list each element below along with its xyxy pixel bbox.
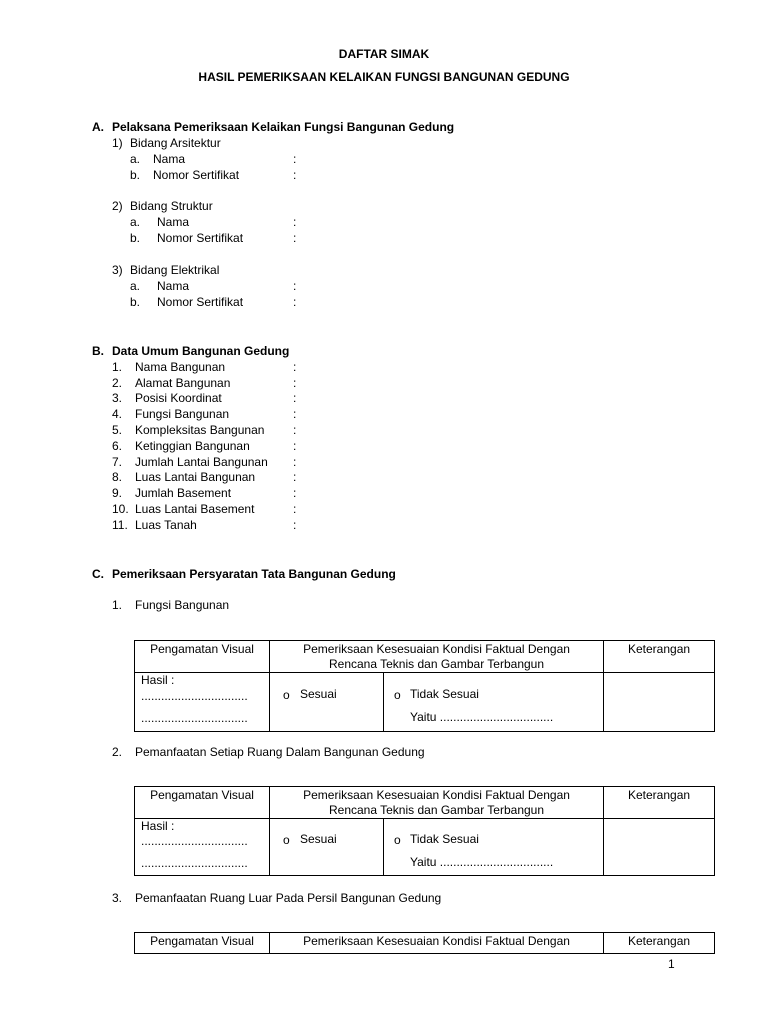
radio-bullet-icon[interactable]: o [283, 833, 290, 847]
data-item-colon: : [293, 486, 297, 500]
data-item-number: 4. [112, 407, 123, 421]
data-item-number: 8. [112, 470, 123, 484]
sesuai-label: Sesuai [300, 832, 337, 846]
sesuai-cell[interactable] [270, 819, 384, 876]
item-label: Nomor Sertifikat [157, 231, 244, 245]
data-item-label: Ketinggian Bangunan [135, 439, 250, 453]
data-item-number: 6. [112, 439, 123, 453]
subsection-number: 3. [112, 891, 123, 905]
data-item-label: Nama Bangunan [135, 360, 226, 374]
dotted-line: ................................ [141, 711, 248, 725]
data-item-colon: : [293, 470, 297, 484]
section-c-heading: Pemeriksaan Persyaratan Tata Bangunan Gedung [112, 567, 396, 581]
sesuai-cell[interactable] [270, 673, 384, 732]
col-header-visual: Pengamatan Visual [135, 641, 270, 673]
group-label: Bidang Arsitektur [130, 136, 221, 150]
item-letter: b. [130, 168, 141, 182]
subsection-title: Pemanfaatan Ruang Luar Pada Persil Bangunan Gedung [135, 891, 442, 905]
data-item-colon: : [293, 376, 297, 390]
item-label: Nomor Sertifikat [153, 168, 240, 182]
col-header-visual: Pengamatan Visual [135, 933, 270, 954]
group-number: 2) [112, 199, 123, 213]
hasil-label: Hasil : [141, 819, 175, 833]
notes-cell[interactable] [604, 673, 715, 732]
subsection-title: Pemanfaatan Setiap Ruang Dalam Bangunan Gedung [135, 745, 425, 759]
item-letter: a. [130, 215, 141, 229]
section-a-marker: A. [92, 120, 104, 134]
subsection-title: Fungsi Bangunan [135, 598, 230, 612]
item-colon: : [293, 168, 297, 182]
subsection-number: 1. [112, 598, 123, 612]
data-item-label: Luas Lantai Bangunan [135, 470, 256, 484]
data-item-colon: : [293, 360, 297, 374]
section-c-marker: C. [92, 567, 104, 581]
visual-result-cell[interactable] [135, 673, 270, 732]
data-item-colon: : [293, 439, 297, 453]
data-item-number: 2. [112, 376, 123, 390]
item-colon: : [293, 215, 297, 229]
item-letter: a. [130, 152, 141, 166]
item-colon: : [293, 279, 297, 293]
col-header-notes: Keterangan [604, 641, 715, 673]
data-item-colon: : [293, 455, 297, 469]
data-item-colon: : [293, 502, 297, 516]
yaitu-field: Yaitu .................................. [410, 855, 554, 869]
radio-bullet-icon[interactable]: o [283, 688, 290, 702]
radio-bullet-icon[interactable]: o [394, 833, 401, 847]
yaitu-field: Yaitu .................................. [410, 710, 554, 724]
item-colon: : [293, 152, 297, 166]
tidak-sesuai-cell[interactable] [384, 819, 604, 876]
subsection-number: 2. [112, 745, 123, 759]
col-header-check: Pemeriksaan Kesesuaian Kondisi Faktual Dengan [270, 933, 604, 954]
item-label: Nama [153, 152, 186, 166]
item-colon: : [293, 295, 297, 309]
data-item-label: Jumlah Basement [135, 486, 232, 500]
data-item-label: Posisi Koordinat [135, 391, 222, 405]
data-item-label: Jumlah Lantai Bangunan [135, 455, 268, 469]
data-item-label: Fungsi Bangunan [135, 407, 230, 421]
item-label: Nama [157, 215, 190, 229]
tidak-sesuai-label: Tidak Sesuai [410, 687, 479, 701]
col-header-check: Pemeriksaan Kesesuaian Kondisi Faktual Dengan Rencana Teknis dan Gambar Terbangun [270, 787, 604, 819]
data-item-colon: : [293, 391, 297, 405]
data-item-number: 7. [112, 455, 123, 469]
inspection-table [134, 932, 715, 954]
tidak-sesuai-label: Tidak Sesuai [410, 832, 479, 846]
group-number: 3) [112, 263, 123, 277]
item-colon: : [293, 231, 297, 245]
sesuai-label: Sesuai [300, 687, 337, 701]
data-item-number: 9. [112, 486, 123, 500]
dotted-line: ................................ [141, 834, 248, 848]
data-item-colon: : [293, 518, 297, 532]
col-header-notes: Keterangan [604, 933, 715, 954]
item-letter: b. [130, 231, 141, 245]
data-item-number: 5. [112, 423, 123, 437]
group-number: 1) [112, 136, 123, 150]
item-letter: a. [130, 279, 141, 293]
document-subtitle: HASIL PEMERIKSAAN KELAIKAN FUNGSI BANGUNAN GEDUNG [198, 70, 570, 84]
visual-result-cell[interactable] [135, 819, 270, 876]
group-label: Bidang Elektrikal [130, 263, 220, 277]
radio-bullet-icon[interactable]: o [394, 688, 401, 702]
inspection-table [134, 640, 715, 732]
data-item-number: 1. [112, 360, 123, 374]
data-item-label: Luas Tanah [135, 518, 197, 532]
data-item-label: Kompleksitas Bangunan [135, 423, 265, 437]
data-item-colon: : [293, 423, 297, 437]
data-item-number: 11. [112, 518, 128, 532]
tidak-sesuai-cell[interactable] [384, 673, 604, 732]
data-item-number: 10. [112, 502, 129, 516]
page-number: 1 [668, 957, 675, 971]
notes-cell[interactable] [604, 819, 715, 876]
dotted-line: ................................ [141, 689, 248, 703]
hasil-label: Hasil : [141, 673, 175, 687]
dotted-line: ................................ [141, 856, 248, 870]
item-label: Nomor Sertifikat [157, 295, 244, 309]
data-item-number: 3. [112, 391, 123, 405]
document-title: DAFTAR SIMAK [338, 47, 430, 61]
section-b-heading: Data Umum Bangunan Gedung [112, 344, 290, 358]
group-label: Bidang Struktur [130, 199, 213, 213]
data-item-label: Luas Lantai Basement [135, 502, 255, 516]
item-label: Nama [157, 279, 190, 293]
section-a-heading: Pelaksana Pemeriksaan Kelaikan Fungsi Bangunan Gedung [112, 120, 455, 134]
data-item-label: Alamat Bangunan [135, 376, 231, 390]
col-header-notes: Keterangan [604, 787, 715, 819]
data-item-colon: : [293, 407, 297, 421]
item-letter: b. [130, 295, 141, 309]
section-b-marker: B. [92, 344, 104, 358]
col-header-visual: Pengamatan Visual [135, 787, 270, 819]
col-header-check: Pemeriksaan Kesesuaian Kondisi Faktual Dengan Rencana Teknis dan Gambar Terbangun [270, 641, 604, 673]
inspection-table [134, 786, 715, 876]
